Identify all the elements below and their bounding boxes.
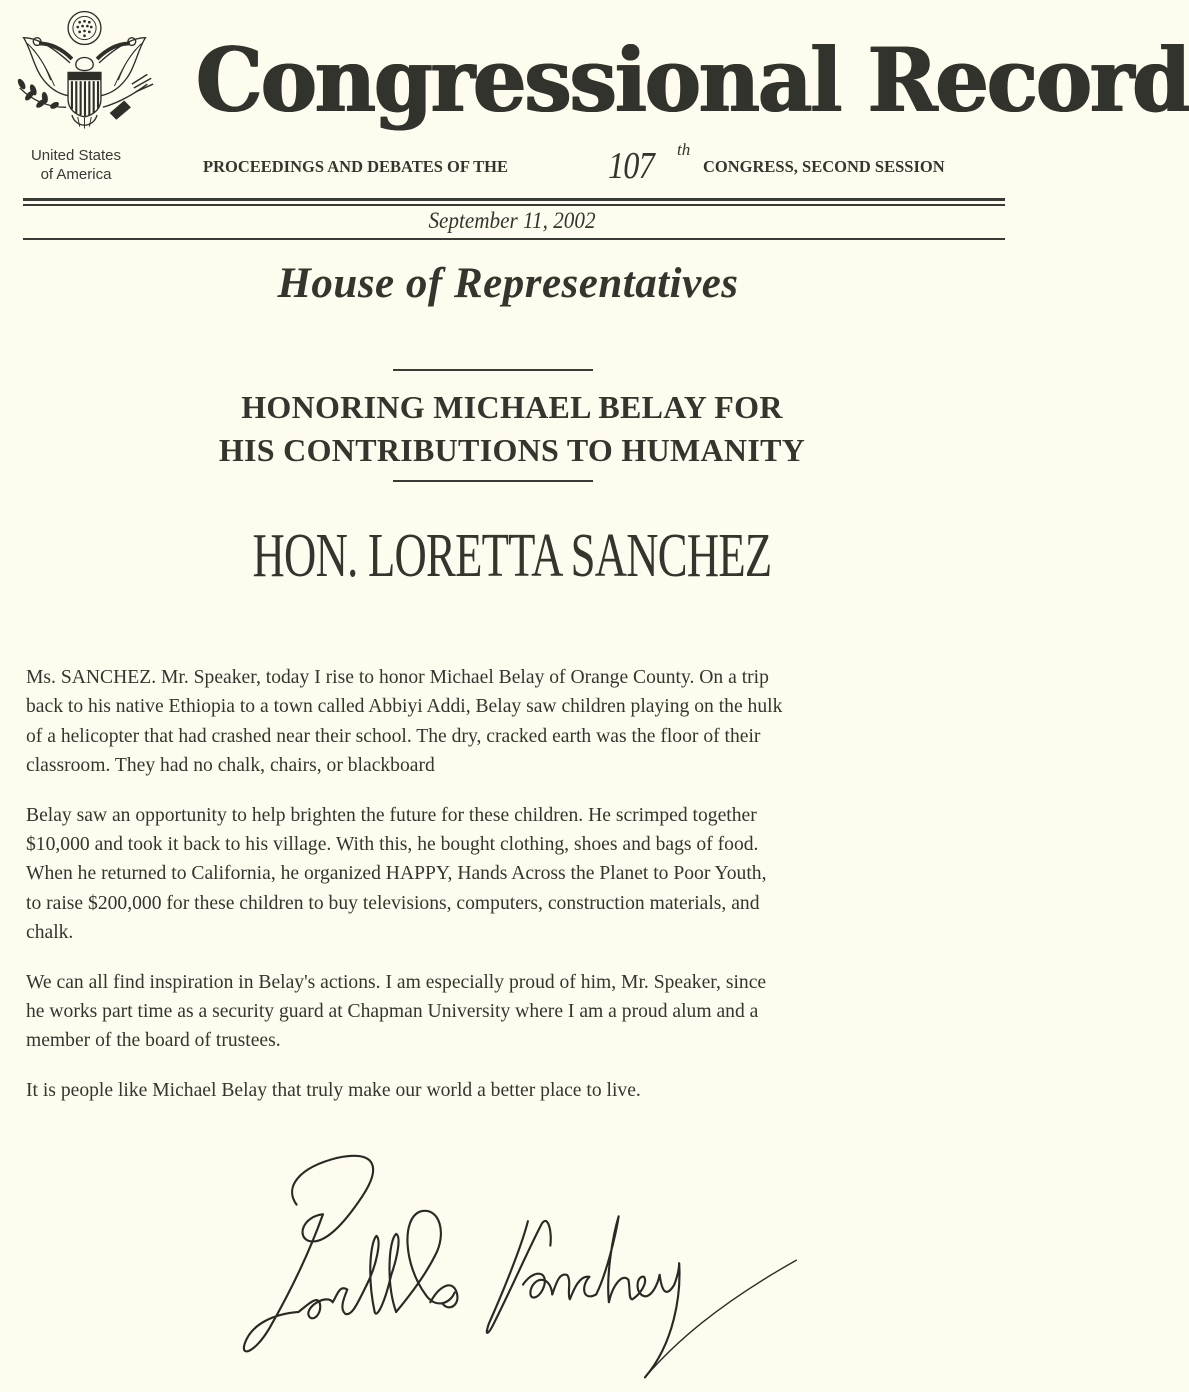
text-line: Ms. SANCHEZ. Mr. Speaker, today I rise to honor Michael Belay of Orange County. On a trip <box>26 667 769 688</box>
congress-number: 107 <box>608 145 654 187</box>
headline-rule-bottom <box>393 480 593 482</box>
header-double-rule-bottom <box>23 204 1005 206</box>
text-line: Belay saw an opportunity to help brighten the future for these children. He scrimped together <box>26 804 757 826</box>
paragraph <box>26 801 1011 948</box>
proceedings-suffix: CONGRESS, SECOND SESSION <box>703 157 945 176</box>
congress-ordinal-suffix: th <box>677 140 691 159</box>
seal-caption <box>14 146 138 184</box>
text-line: classroom. They had no chalk, chairs, or blackboard <box>26 755 435 777</box>
text-line: he works part time as a security guard at Chapman University where I am a proud alum and a <box>26 1001 759 1023</box>
text-line: When he returned to California, he organized HAPPY, Hands Across the Planet to Poor Youth, <box>26 863 767 885</box>
seal-caption-line: of America <box>40 166 112 183</box>
text-line: back to his native Ethiopia to a town called Abbiyi Addi, Belay saw children playing on the hulk <box>26 696 783 718</box>
paragraph <box>26 968 1011 1056</box>
masthead-title: Congressional Record <box>196 28 1189 132</box>
text-line: of a helicopter that had crashed near their school. The dry, cracked earth was the floor of their <box>26 725 761 747</box>
header-double-rule-top <box>23 198 1005 201</box>
proceedings-line <box>203 140 1003 190</box>
text-line: to raise $200,000 for these children to buy televisions, computers, construction materials, and <box>26 892 760 914</box>
headline-line: HIS CONTRIBUTIONS TO HUMANITY <box>218 432 806 468</box>
remarks-body <box>26 663 1011 1125</box>
chamber-title: House of Representatives <box>277 260 739 307</box>
handwritten-signature-icon <box>228 1148 818 1392</box>
paragraph <box>26 1076 1011 1105</box>
text-line: $10,000 and took it back to his village. With this, he bought clothing, shoes and bags of food. <box>26 834 759 856</box>
speaker-name: HON. LORETTA SANCHEZ <box>252 522 772 590</box>
proceedings-prefix: PROCEEDINGS AND DEBATES OF THE <box>203 157 509 176</box>
text-line: member of the board of trustees. <box>26 1030 281 1052</box>
headline-rule-top <box>393 369 593 371</box>
great-seal-eagle-icon <box>12 6 157 138</box>
paragraph <box>26 663 1011 781</box>
headline <box>0 386 1024 472</box>
headline-line: HONORING MICHAEL BELAY FOR <box>241 389 783 425</box>
text-line: chalk. <box>26 922 74 944</box>
text-line: We can all find inspiration in Belay's actions. I am especially proud of him, Mr. Speaker, since <box>26 971 767 993</box>
record-date: September 11, 2002 <box>428 208 596 233</box>
text-line: It is people like Michael Belay that truly make our world a better place to live. <box>26 1079 641 1101</box>
date-underline-rule <box>23 238 1005 240</box>
seal-caption-line: United States <box>30 147 122 164</box>
